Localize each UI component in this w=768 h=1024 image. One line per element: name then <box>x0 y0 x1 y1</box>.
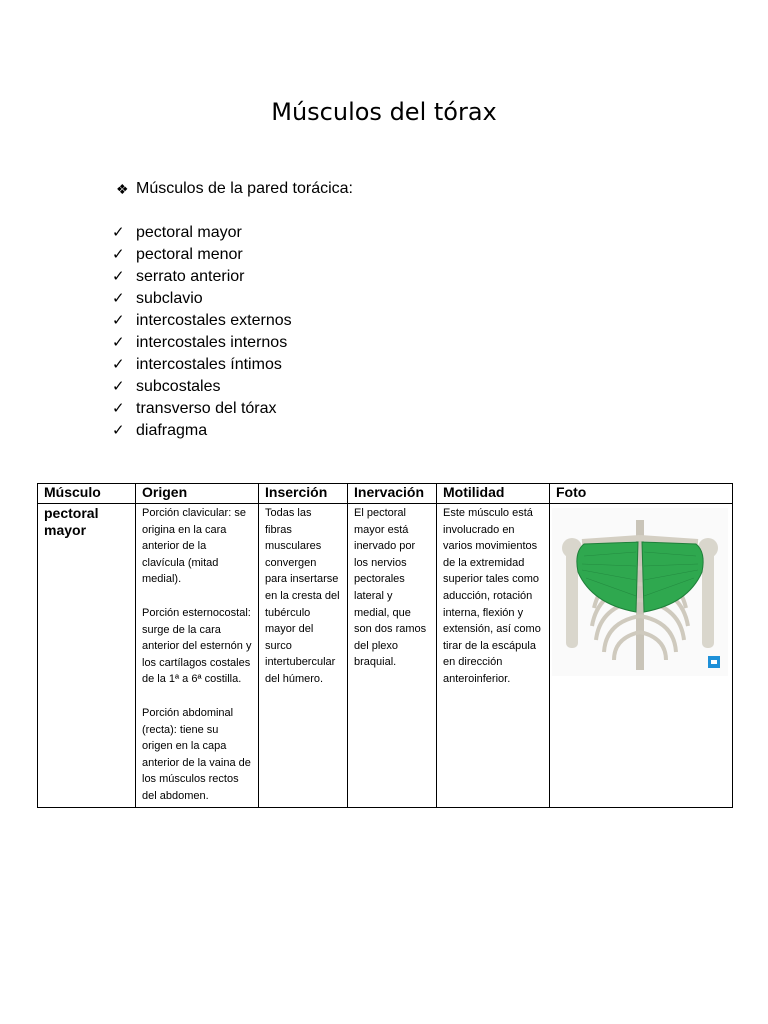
list-item: ✓ subcostales <box>112 376 292 398</box>
section-heading <box>116 180 353 198</box>
list-item: ✓ serrato anterior <box>112 266 292 288</box>
checkmark-icon: ✓ <box>112 422 125 439</box>
origin-abdominal: Porción abdominal (recta): tiene su origen en la capa anterior de la vaina de los músculos rectos del abdomen. <box>142 706 251 802</box>
page-title: Músculos del tórax <box>271 98 497 126</box>
checkmark-icon: ✓ <box>112 356 125 373</box>
header-motilidad: Motilidad <box>437 484 550 504</box>
section-label: Músculos de la pared torácica: <box>136 180 353 197</box>
list-item: ✓ intercostales íntimos <box>112 354 292 376</box>
header-musculo: Músculo <box>38 484 136 504</box>
cell-motility: Este músculo está involucrado en varios movimientos de la extremidad superior tales como aducción, rotación interna, flexión y extensión, así como tirar de la escápula en dirección anteroinferior. <box>437 504 550 808</box>
cell-insertion: Todas las fibras musculares convergen para insertarse en la cresta del tubérculo mayor del surco intertubercular del húmero. <box>259 504 348 808</box>
checkmark-icon: ✓ <box>112 312 125 329</box>
checkmark-icon: ✓ <box>112 290 125 307</box>
checkmark-icon: ✓ <box>112 334 125 351</box>
checkmark-icon: ✓ <box>112 268 125 285</box>
cell-photo <box>550 504 733 808</box>
list-item: ✓ intercostales externos <box>112 310 292 332</box>
diamond-bullet-icon: ❖ <box>116 180 129 197</box>
header-insercion: Inserción <box>259 484 348 504</box>
checkmark-icon: ✓ <box>112 400 125 417</box>
list-item: ✓ pectoral menor <box>112 244 292 266</box>
list-item: ✓ intercostales internos <box>112 332 292 354</box>
list-item: ✓ pectoral mayor <box>112 222 292 244</box>
table-row <box>38 504 733 808</box>
list-item: ✓ transverso del tórax <box>112 398 292 420</box>
checkmark-icon: ✓ <box>112 224 125 241</box>
muscle-checklist <box>112 222 292 442</box>
pectoralis-major-illustration <box>552 508 728 676</box>
header-foto: Foto <box>550 484 733 504</box>
list-item: ✓ subclavio <box>112 288 292 310</box>
cell-origin <box>136 504 259 808</box>
muscle-table <box>37 483 733 808</box>
checkmark-icon: ✓ <box>112 246 125 263</box>
checkmark-icon: ✓ <box>112 378 125 395</box>
header-inervacion: Inervación <box>348 484 437 504</box>
header-origen: Origen <box>136 484 259 504</box>
cell-innervation: El pectoral mayor está inervado por los nervios pectorales lateral y medial, que son dos ramos del plexo braquial. <box>348 504 437 808</box>
origin-clavicular: Porción clavicular: se origina en la cara anterior de la clavícula (mitad medial). <box>142 507 246 586</box>
cell-muscle: pectoral mayor <box>38 504 136 808</box>
list-item: ✓ diafragma <box>112 420 292 442</box>
table-header-row <box>38 484 733 504</box>
origin-esternocostal: Porción esternocostal: surge de la cara anterior del esternón y los cartílagos costales de la 1ª a 6ª costilla. <box>142 606 252 686</box>
